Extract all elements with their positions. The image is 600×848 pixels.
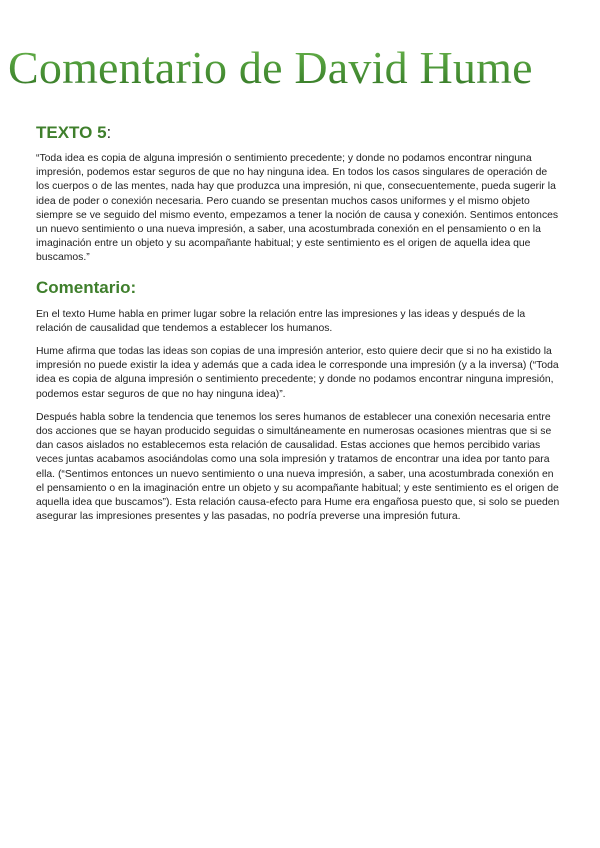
comentario-paragraph-2: Hume afirma que todas las ideas son copias de una impresión anterior, esto quiere decir que si no ha existido la impresión no puede existir la idea y además que a cada idea le corresponde una impresión (y a la inversa) (“Toda idea es copia de alguna impresión o sentimiento precedente; y donde no podamos encontrar ninguna impresión, podemos estar seguros de que no hay ninguna idea)”.: [36, 346, 559, 400]
comentario-heading: Comentario:: [36, 277, 137, 297]
document-body: [36, 122, 560, 524]
texto-quote: “Toda idea es copia de alguna impresión o sentimiento precedente; y donde no podamos encontrar ninguna impresión, podemos estar seguros de que no hay ninguna idea. En todos los casos singulares de operación de los cuerpos o de las mentes, nada hay que produzca una impresión, ni que, consecuentemente, pueda sugerir la idea de poder o conexión necesaria. Pero cuando se presentan muchos casos uniformes y el mismo objeto siempre se ve seguido del mismo evento, empezamos a tener la noción de causa y conexión. Sentimos entonces un nuevo sentimiento o una nueva impresión, a saber, una acostumbrada conexión en el pensamiento o en la imaginación entre un objeto y su acompañante habitual; y este sentimiento es el origen de aquella idea que buscamos.”: [36, 153, 559, 264]
comentario-paragraph-3: Después habla sobre la tendencia que tenemos los seres humanos de establecer una conexión necesaria entre dos acciones que se hayan producido seguidas o simultáneamente en numerosas ocasiones mientras que si se dan casos aislados no establecemos esta relación de causalidad. Estas acciones que hemos percibido varias veces juntas acabamos asociándolas como una sola impresión y tratamos de encontrar una idea por tanto para ella. (“Sentimos entonces un nuevo sentimiento o una nueva impresión, a saber, una acostumbrada conexión en el pensamiento o en la imaginación entre un objeto y su acompañante habitual; y este sentimiento es el origen de aquella idea que buscamos”). Esta relación causa-efecto para Hume era engañosa puesto que, si solo se pueden asegurar las impresiones presentes y las pasadas, no podría preverse una impresión futura.: [36, 411, 560, 523]
texto-heading-colon: :: [106, 123, 112, 142]
texto-heading: [36, 122, 560, 144]
comentario-paragraph-1: En el texto Hume habla en primer lugar sobre la relación entre las impresiones y las ideas y después de la relación de causalidad que tendemos a establecer los humanos.: [36, 308, 526, 334]
document-title: Comentario de David Hume: [8, 40, 533, 96]
texto-heading-label: TEXTO 5: [36, 123, 107, 142]
